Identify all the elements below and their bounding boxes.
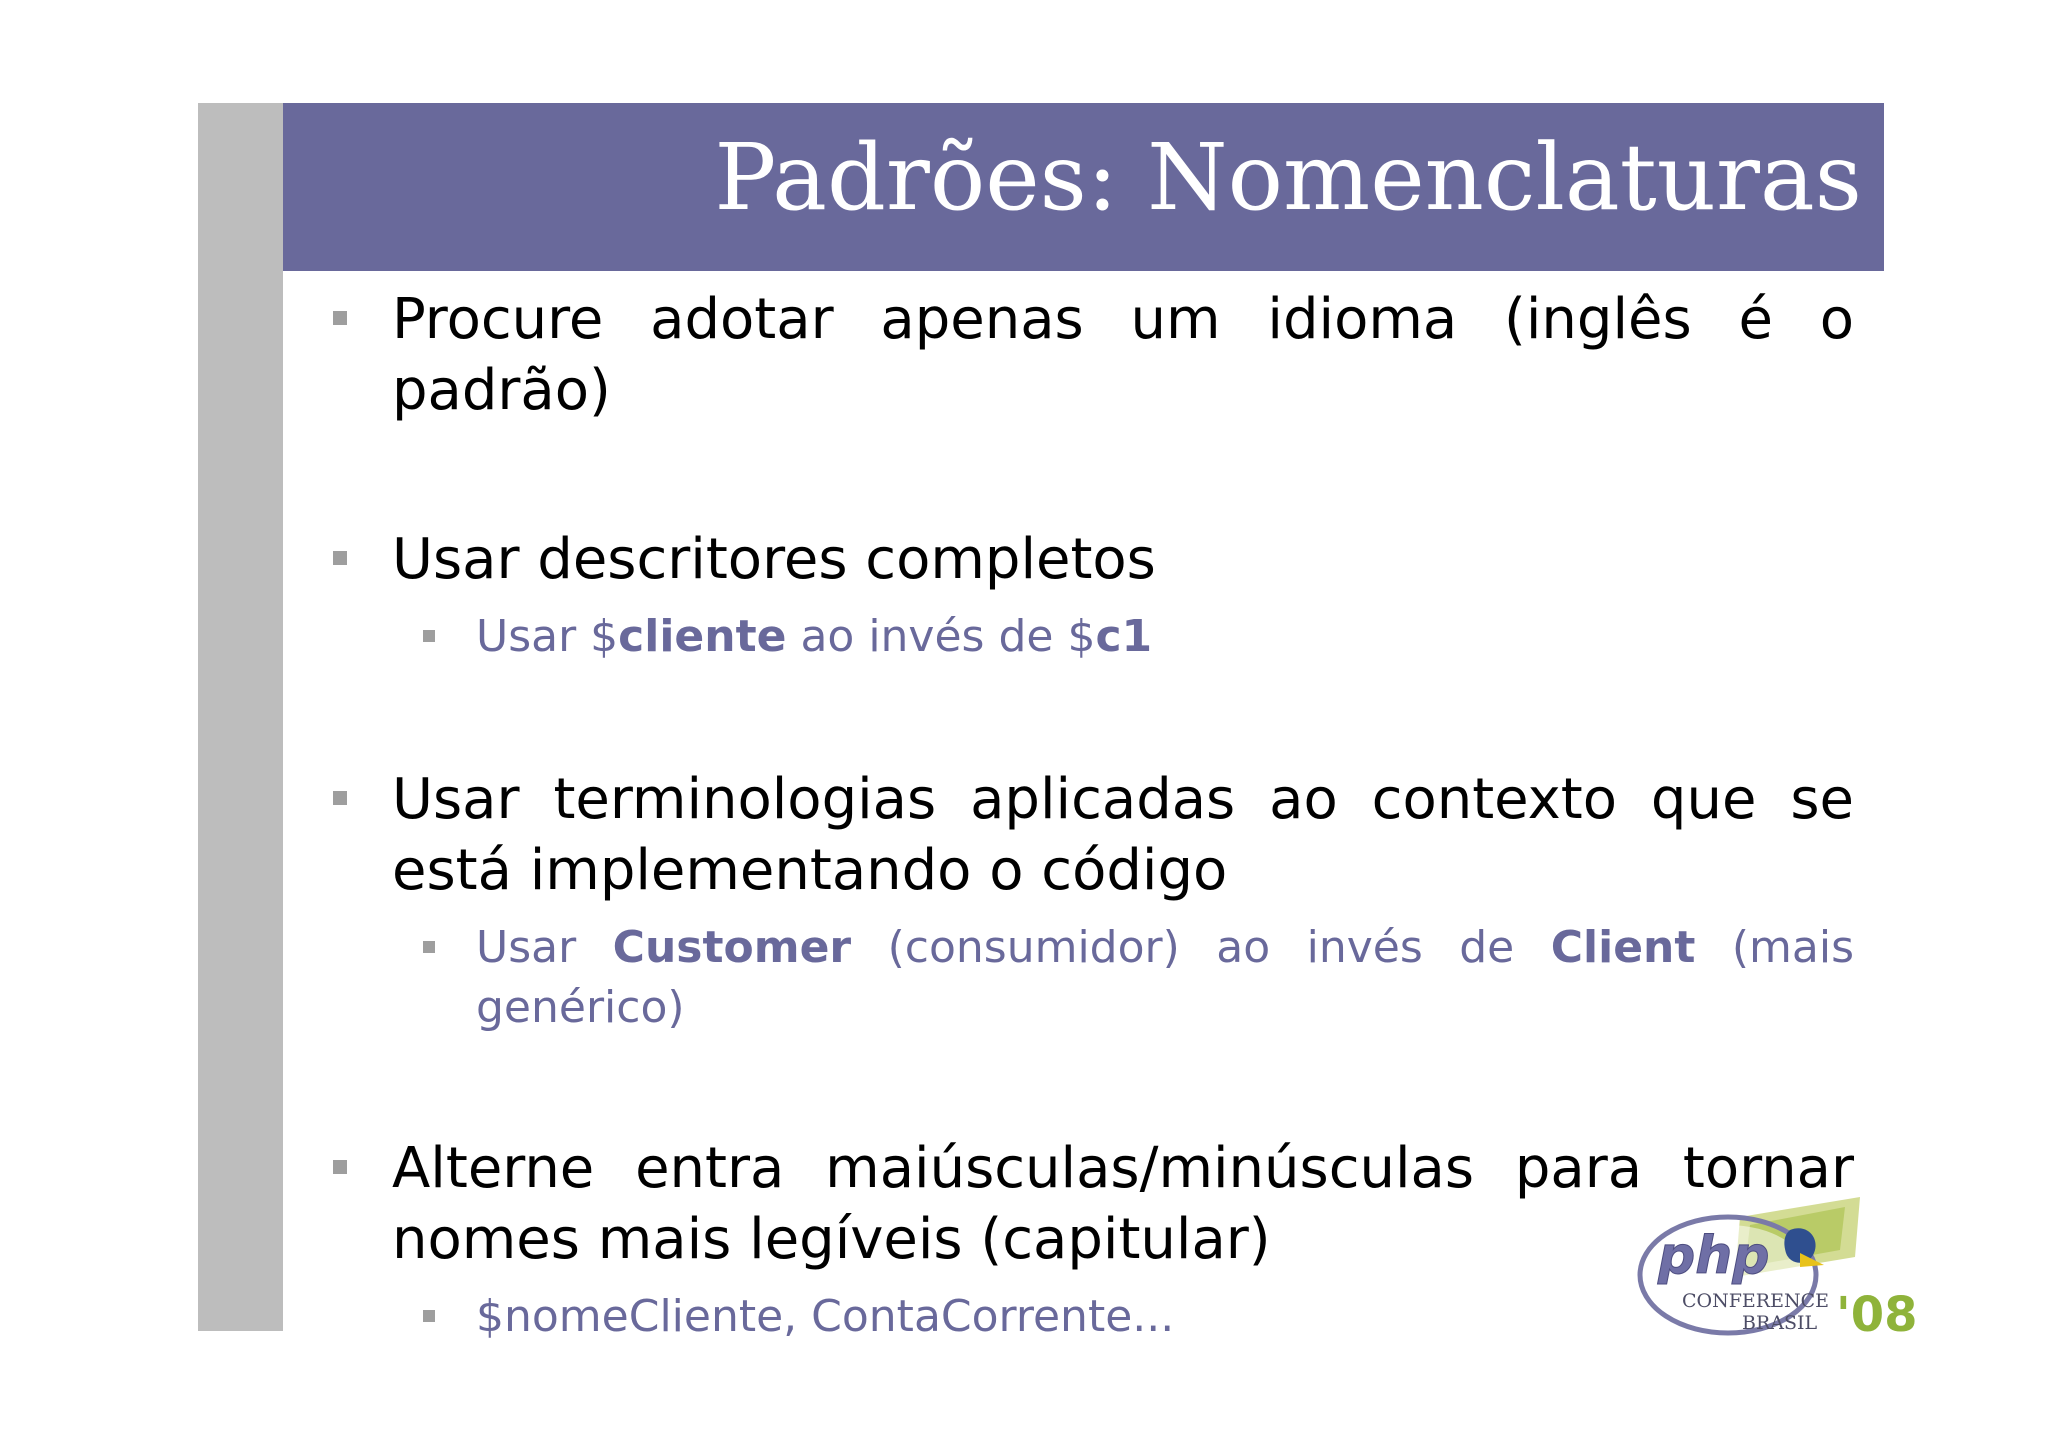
bullet-text-capitalization: Alterne entra maiúsculas/minúsculas para tornar nomes mais legíveis (capitular)	[392, 1136, 1854, 1272]
bullet-square-icon	[333, 1160, 347, 1174]
svg-text:CONFERENCE: CONFERENCE	[1682, 1290, 1829, 1312]
bullet-square-icon	[333, 311, 347, 325]
sub-bullet-square-icon	[423, 941, 435, 953]
bullet-square-icon	[333, 791, 347, 805]
svg-text:'08: '08	[1836, 1287, 1918, 1343]
slide-title: Padrões: Nomenclaturas	[714, 124, 1862, 231]
bullet-text-language: Procure adotar apenas um idioma (inglês é o padrão)	[392, 287, 1854, 423]
sub-bullet-text-customer: Usar Customer (consumidor) ao invés de Client (mais genérico)	[476, 922, 1855, 1033]
svg-text:BRASIL: BRASIL	[1742, 1312, 1818, 1334]
sub-bullet-text-examples: $nomeCliente, ContaCorrente...	[476, 1291, 1175, 1342]
svg-text:php: php	[1658, 1226, 1770, 1286]
left-decorative-bar	[198, 103, 283, 1331]
sub-bullet-text-cliente: Usar $cliente ao invés de $c1	[476, 611, 1153, 662]
bullet-square-icon	[333, 551, 347, 565]
php-conference-brasil-logo	[1630, 1195, 1920, 1355]
bullet-text-terminology: Usar terminologias aplicadas ao contexto que se está implementando o código	[392, 767, 1854, 903]
title-bar	[283, 103, 1884, 271]
sub-bullet-square-icon	[423, 1310, 435, 1322]
bullet-text-descriptors: Usar descritores completos	[392, 527, 1156, 592]
sub-bullet-square-icon	[423, 630, 435, 642]
